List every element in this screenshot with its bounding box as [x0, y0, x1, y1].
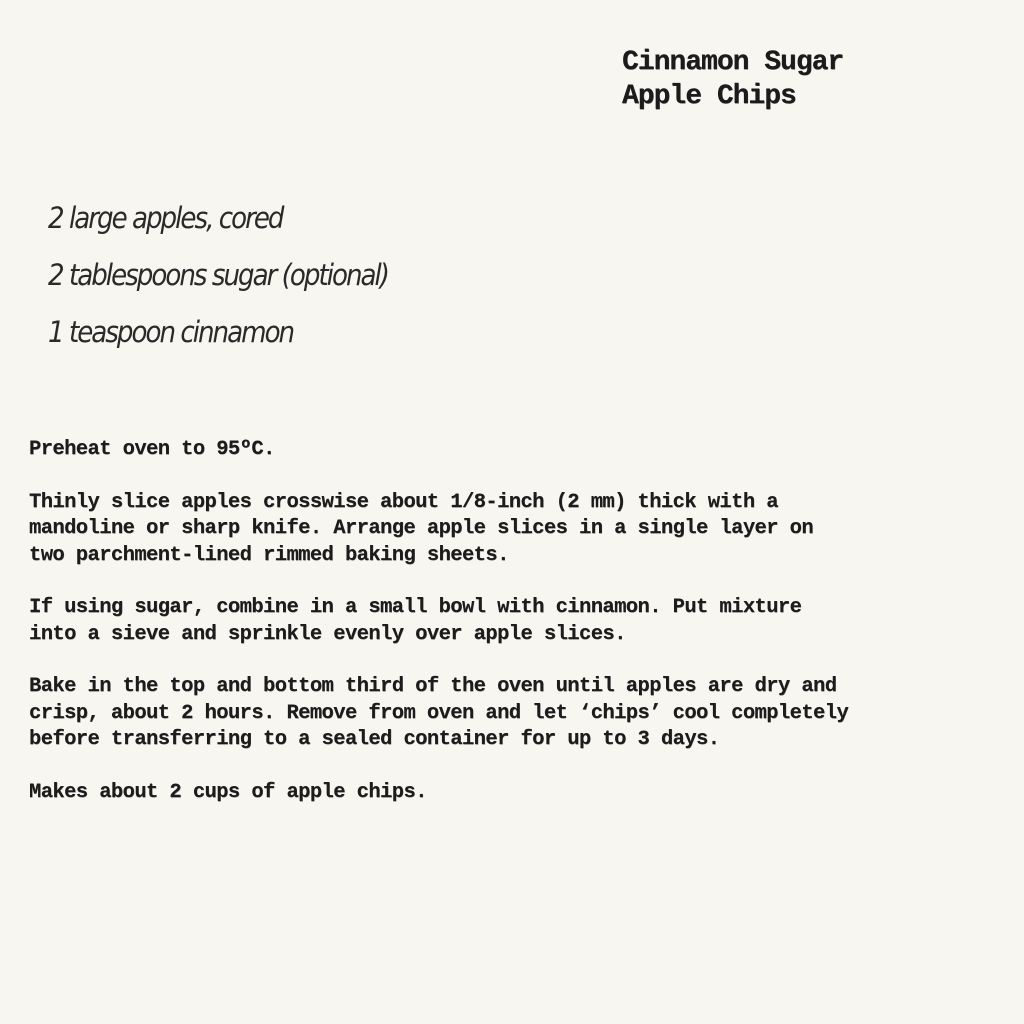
instruction-step: Preheat oven to 95ºC. — [29, 438, 275, 461]
instruction-step: If using sugar, combine in a small bowl with cinnamon. Put mixture into a sieve and sprinkle evenly over apple slices. — [29, 596, 802, 646]
instruction-step: Makes about 2 cups of apple chips. — [29, 780, 427, 804]
ingredient-item: 2 large apples, cored — [48, 201, 283, 235]
ingredient-list — [48, 190, 516, 361]
recipe-title-line-2: Apple Chips — [622, 81, 796, 112]
recipe-title-line-1: Cinnamon Sugar — [622, 47, 844, 78]
ingredient-item: 1 teaspoon cinnamon — [48, 315, 294, 349]
ingredient-item: 2 tablespoons sugar (optional) — [48, 258, 389, 292]
instruction-step: Thinly slice apples crosswise about 1/8-inch (2 mm) thick with a mandoline or sharp knife. Arrange apple slices in a single layer on two parchment-lined rimmed baking sheets. — [29, 490, 814, 567]
recipe-title — [622, 46, 1002, 114]
instruction-step: Bake in the top and bottom third of the oven until apples are dry and crisp, about 2 hours. Remove from oven and let ‘chips’ cool completely before transferring to a sealed container for up to 3 days. — [29, 675, 849, 751]
instructions — [29, 437, 989, 832]
